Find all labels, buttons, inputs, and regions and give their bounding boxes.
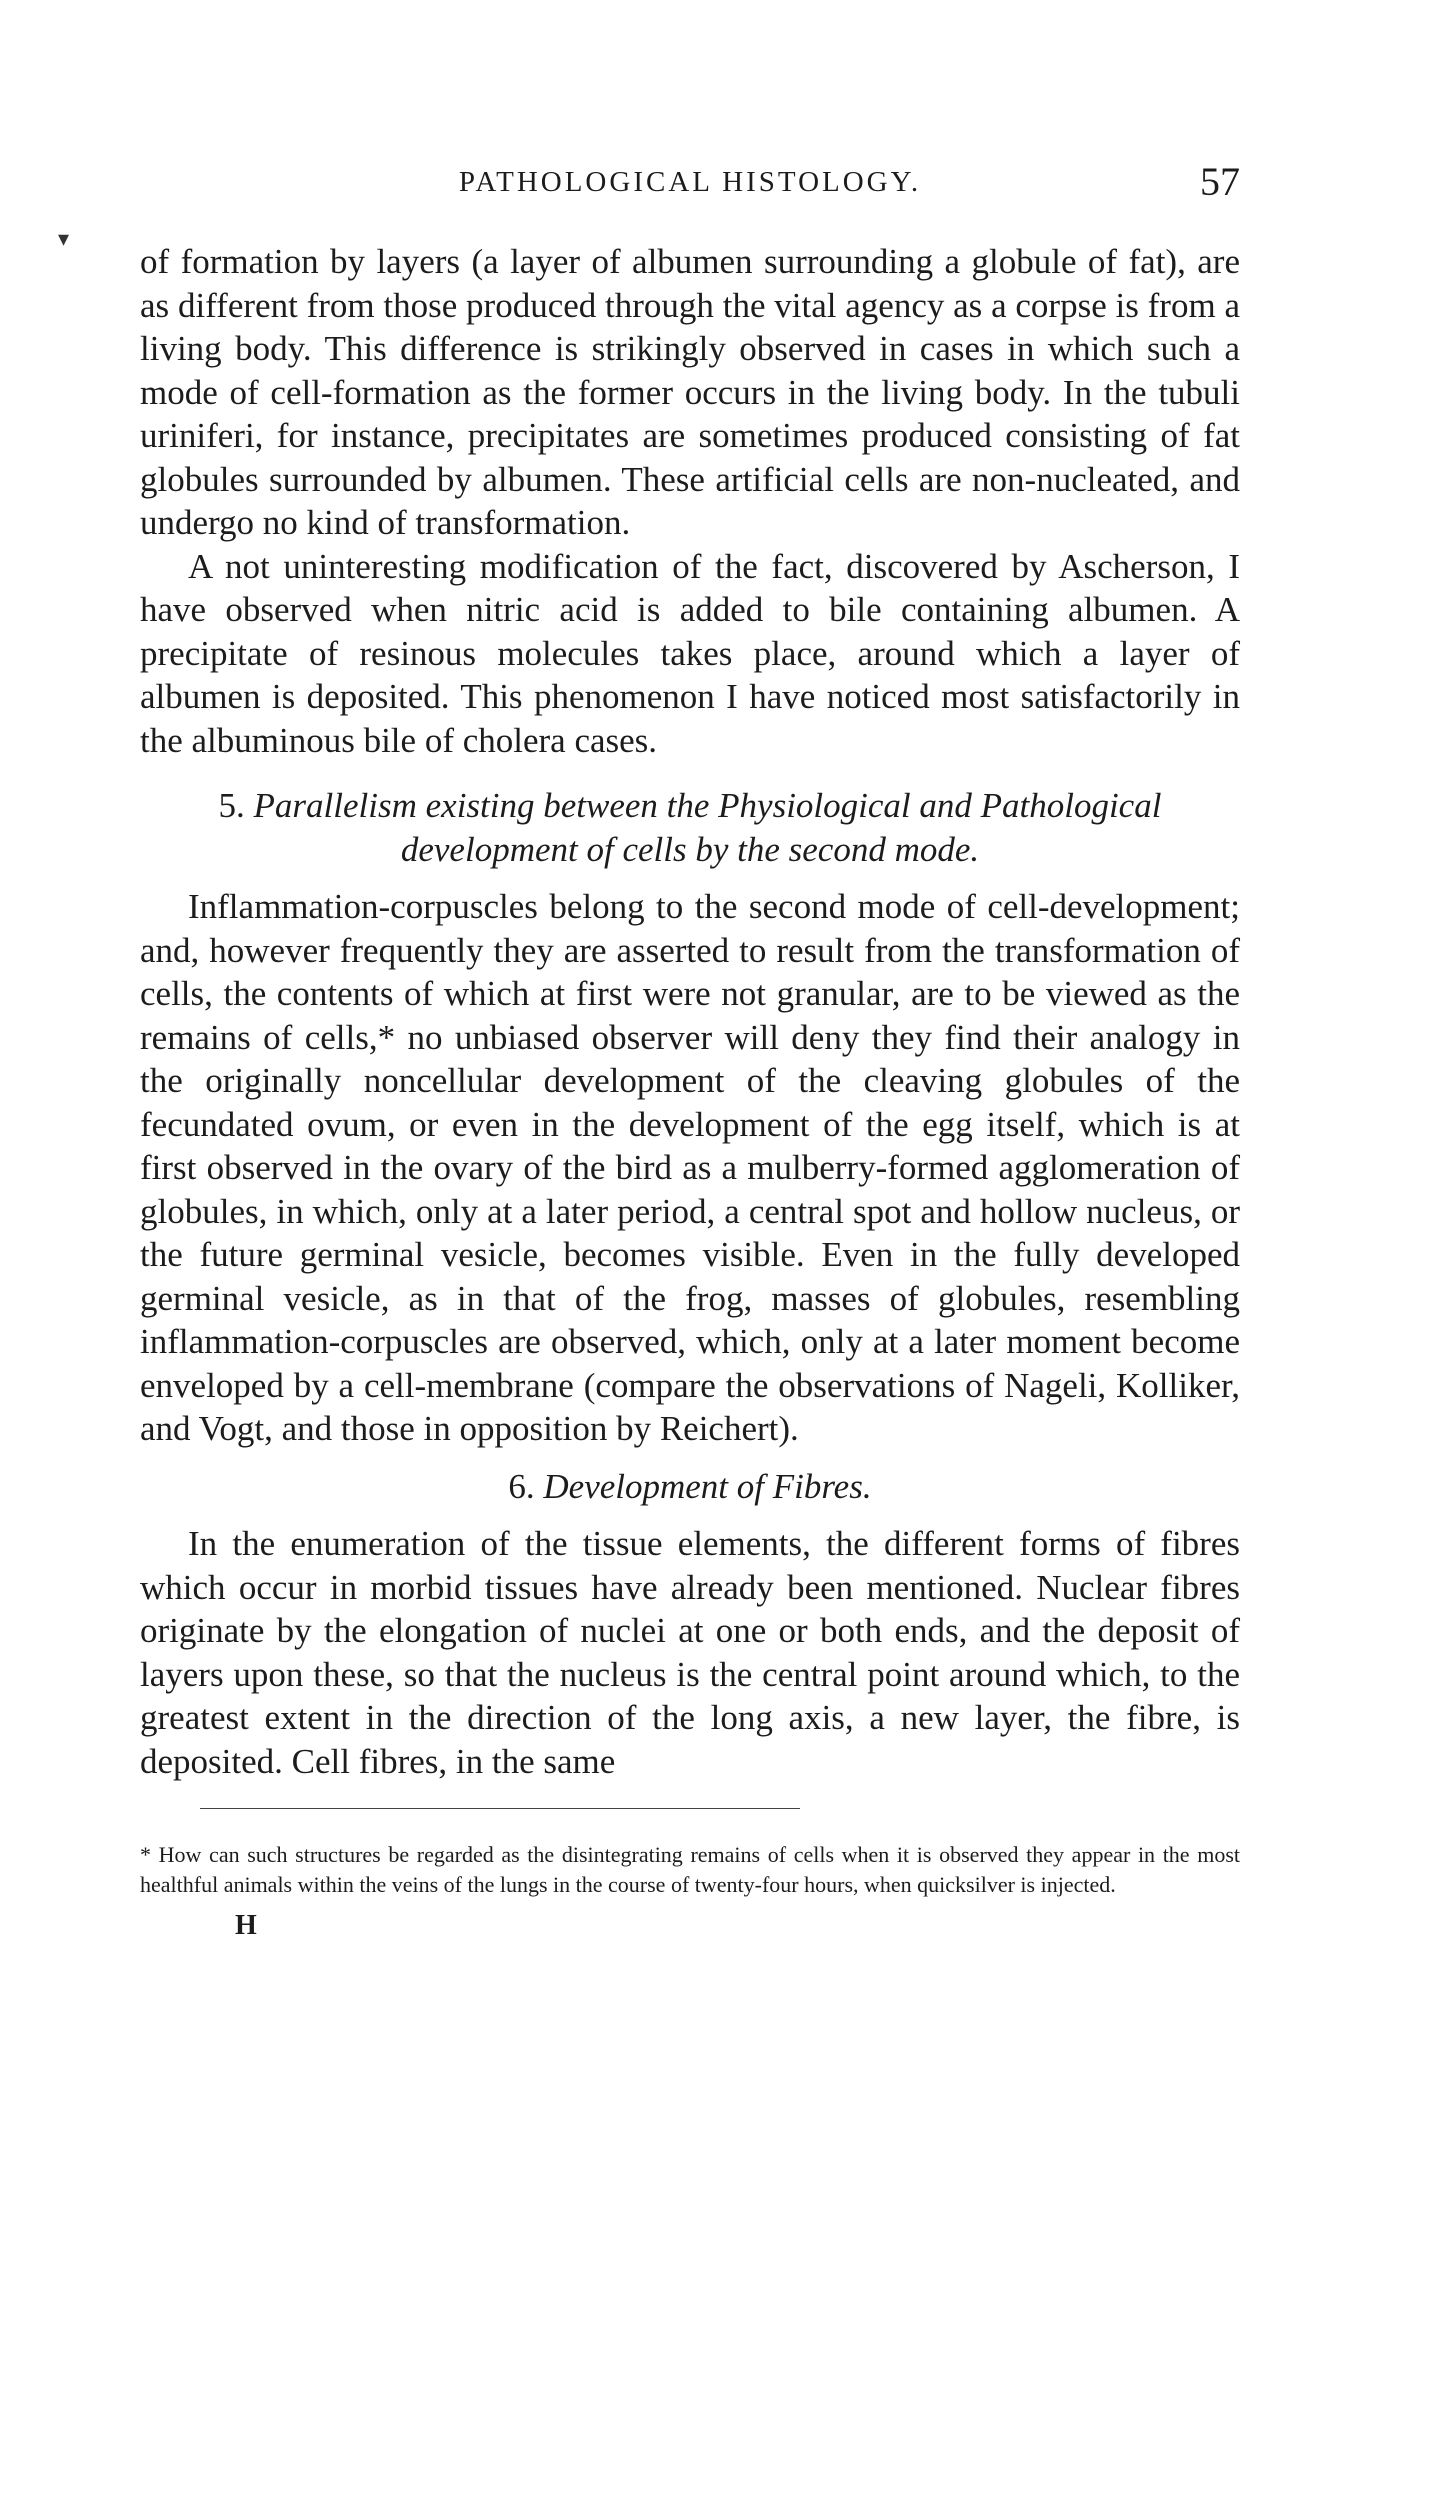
- body-text: [140, 240, 1240, 1783]
- footnote-rule: [200, 1808, 800, 1809]
- margin-mark: ▾: [58, 226, 70, 251]
- running-head: [140, 158, 1240, 208]
- footnote: * How can such structures be regarded as the disintegrating remains of cells when it is observed they appear in the most healthful animals within the veins of the lungs in the course of twenty-four hours, when quicksilver is injected.: [140, 1842, 1240, 1897]
- section-heading-5: [140, 784, 1240, 871]
- paragraph-1: of formation by layers (a layer of albumen surrounding a globule of fat), are as different from those produced through the vital agency as a corpse is from a living body. This difference is strikingly observed in cases in which such a mode of cell-formation as the former occurs in the living body. In the tubuli uriniferi, for instance, precipitates are sometimes produced consisting of fat globules surrounded by albumen. These artificial cells are non-nucleated, and undergo no kind of transformation.: [140, 242, 1240, 542]
- signature-mark: H: [235, 1910, 257, 1941]
- section-5-number: 5.: [218, 786, 245, 825]
- section-5-title: Parallelism existing between the Physiological and Pathological development of cells by the second mode.: [253, 786, 1162, 869]
- page-number: 57: [1200, 159, 1240, 204]
- section-6-title: Development of Fibres.: [543, 1466, 872, 1506]
- running-title: PATHOLOGICAL HISTOLOGY.: [458, 166, 922, 198]
- paragraph-4: In the enumeration of the tissue elements, the different forms of fibres which occur in morbid tissues have already been mentioned. Nuclear fibres originate by the elongation of nuclei at one or both ends, and the deposit of layers upon these, so that the nucleus is the central point around which, to the greatest extent in the direction of the long axis, a new layer, the fibre, is deposited. Cell fibres, in the same: [140, 1524, 1240, 1781]
- paragraph-3: Inflammation-corpuscles belong to the second mode of cell-development; and, however frequently they are asserted to result from the transformation of cells, the contents of which at first were not granular, are to be viewed as the remains of cells,* no unbiased observer will deny they find their analogy in the originally noncellular development of the cleaving globules of the fecundated ovum, or even in the development of the egg itself, which is at first observed in the ovary of the bird as a mulberry-formed agglomeration of globules, in which, only at a later period, a central spot and hollow nucleus, or the future germinal vesicle, becomes visible. Even in the fully developed germinal vesicle, as in that of the frog, masses of globules, resembling inflammation-corpuscles are observed, which, only at a later moment become enveloped by a cell-membrane (compare the observations of Nageli, Kolliker, and Vogt, and those in opposition by Reichert).: [140, 887, 1240, 1448]
- section-heading-6: [140, 1465, 1240, 1509]
- section-6-number: 6.: [508, 1466, 535, 1506]
- paragraph-2: A not uninteresting modification of the fact, discovered by Ascherson, I have observed when nitric acid is added to bile containing albumen. A precipitate of resinous molecules takes place, around which a layer of albumen is deposited. This phenomenon I have noticed most satisfactorily in the albuminous bile of cholera cases.: [140, 546, 1240, 760]
